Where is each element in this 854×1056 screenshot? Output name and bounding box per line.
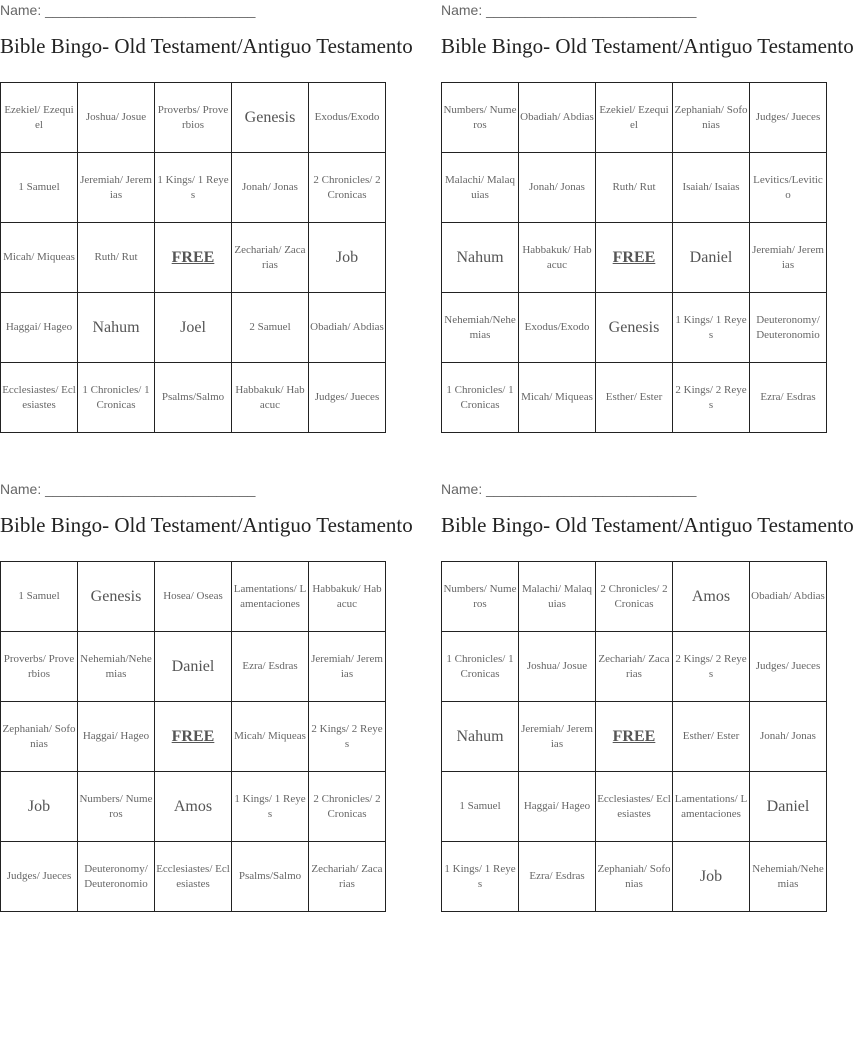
bingo-cell: Ezekiel/ Ezequiel	[596, 83, 673, 153]
bingo-cell: Nehemiah/Nehemias	[750, 842, 827, 912]
bingo-cell: Micah/ Miqueas	[232, 702, 309, 772]
bingo-cell: Esther/ Ester	[596, 363, 673, 433]
bingo-row	[1, 363, 386, 433]
bingo-cell: Nahum	[78, 293, 155, 363]
bingo-cell: Job	[309, 223, 386, 293]
bingo-grid	[441, 561, 827, 912]
bingo-cell: Judges/ Jueces	[750, 83, 827, 153]
bingo-cell: Proverbs/ Proverbios	[155, 83, 232, 153]
bingo-card-1	[0, 0, 413, 433]
bingo-cell: Genesis	[232, 83, 309, 153]
name-line: Name: ___________________________	[0, 2, 256, 18]
name-line: Name: ___________________________	[0, 481, 256, 497]
bingo-cell: Jeremiah/ Jeremias	[309, 632, 386, 702]
card-title: Bible Bingo- Old Testament/Antiguo Testamento	[441, 513, 854, 537]
bingo-row	[442, 772, 827, 842]
bingo-grid	[0, 82, 386, 433]
bingo-cell: Numbers/ Numeros	[78, 772, 155, 842]
bingo-cell: Obadiah/ Abdias	[750, 562, 827, 632]
bingo-cell: Exodus/Exodo	[519, 293, 596, 363]
bingo-cell: Haggai/ Hageo	[519, 772, 596, 842]
bingo-cell: Ecclesiastes/ Eclesiastes	[1, 363, 78, 433]
bingo-cell: Judges/ Jueces	[750, 632, 827, 702]
bingo-cell: 2 Chronicles/ 2Cronicas	[309, 153, 386, 223]
bingo-cell: 1 Samuel	[1, 153, 78, 223]
bingo-cell: Joel	[155, 293, 232, 363]
bingo-cell: Zechariah/ Zacarias	[309, 842, 386, 912]
bingo-cell: Zephaniah/ Sofonias	[1, 702, 78, 772]
bingo-cell: Psalms/Salmo	[232, 842, 309, 912]
bingo-row	[1, 632, 386, 702]
bingo-cell: Haggai/ Hageo	[78, 702, 155, 772]
bingo-row	[442, 842, 827, 912]
bingo-cell: 1 Chronicles/ 1Cronicas	[78, 363, 155, 433]
bingo-cell: Jeremiah/ Jeremias	[519, 702, 596, 772]
bingo-cell: Esther/ Ester	[673, 702, 750, 772]
bingo-cell: Obadiah/ Abdias	[519, 83, 596, 153]
bingo-cell: Daniel	[750, 772, 827, 842]
bingo-cell: Numbers/ Numeros	[442, 83, 519, 153]
bingo-cell: Joshua/ Josue	[519, 632, 596, 702]
bingo-row	[1, 772, 386, 842]
free-space: FREE	[596, 702, 673, 772]
bingo-cell: Proverbs/ Proverbios	[1, 632, 78, 702]
bingo-row	[1, 562, 386, 632]
bingo-cell: Ruth/ Rut	[78, 223, 155, 293]
bingo-cell: 1 Kings/ 1 Reyes	[673, 293, 750, 363]
bingo-row	[442, 293, 827, 363]
bingo-cell: Exodus/Exodo	[309, 83, 386, 153]
bingo-cell: Micah/ Miqueas	[1, 223, 78, 293]
bingo-cell: Nehemiah/Nehemias	[78, 632, 155, 702]
bingo-cell: Levitics/Levitico	[750, 153, 827, 223]
bingo-cell: Jeremiah/ Jeremias	[78, 153, 155, 223]
bingo-cell: Judges/ Jueces	[1, 842, 78, 912]
bingo-cell: Amos	[673, 562, 750, 632]
bingo-cell: Jonah/ Jonas	[750, 702, 827, 772]
bingo-row	[442, 632, 827, 702]
bingo-row	[1, 223, 386, 293]
bingo-cell: Jeremiah/ Jeremias	[750, 223, 827, 293]
bingo-cell: Daniel	[673, 223, 750, 293]
bingo-cell: 1 Kings/ 1 Reyes	[155, 153, 232, 223]
bingo-grid	[441, 82, 827, 433]
bingo-cell: Numbers/ Numeros	[442, 562, 519, 632]
bingo-card-4	[441, 479, 854, 912]
bingo-cell: Habbakuk/ Habacuc	[519, 223, 596, 293]
bingo-cell: Genesis	[78, 562, 155, 632]
bingo-cell: Psalms/Salmo	[155, 363, 232, 433]
bingo-cell: Job	[1, 772, 78, 842]
bingo-cell: Amos	[155, 772, 232, 842]
bingo-cell: 1 Kings/ 1 Reyes	[442, 842, 519, 912]
bingo-cell: Malachi/ Malaquias	[442, 153, 519, 223]
bingo-cell: Micah/ Miqueas	[519, 363, 596, 433]
bingo-cell: Ecclesiastes/ Eclesiastes	[596, 772, 673, 842]
bingo-cell: Job	[673, 842, 750, 912]
bingo-row	[442, 702, 827, 772]
bingo-cell: Zechariah/ Zacarias	[596, 632, 673, 702]
bingo-cell: Nehemiah/Nehemias	[442, 293, 519, 363]
bingo-cell: Nahum	[442, 223, 519, 293]
bingo-cell: Deuteronomy/ Deuteronomio	[78, 842, 155, 912]
bingo-cell: Habbakuk/ Habacuc	[309, 562, 386, 632]
bingo-cell: Zechariah/ Zacarias	[232, 223, 309, 293]
bingo-cell: 1 Samuel	[442, 772, 519, 842]
bingo-row	[1, 842, 386, 912]
name-line: Name: ___________________________	[441, 481, 697, 497]
bingo-cell: Malachi/ Malaquias	[519, 562, 596, 632]
bingo-row	[1, 293, 386, 363]
bingo-cell: 1 Samuel	[1, 562, 78, 632]
bingo-row	[442, 83, 827, 153]
bingo-cell: Judges/ Jueces	[309, 363, 386, 433]
bingo-row	[1, 702, 386, 772]
bingo-cell: Ezekiel/ Ezequiel	[1, 83, 78, 153]
bingo-cell: 1 Kings/ 1 Reyes	[232, 772, 309, 842]
bingo-cell: Jonah/ Jonas	[232, 153, 309, 223]
free-space: FREE	[155, 223, 232, 293]
bingo-card-2	[441, 0, 854, 433]
bingo-cell: Ruth/ Rut	[596, 153, 673, 223]
bingo-cell: Joshua/ Josue	[78, 83, 155, 153]
bingo-cell: Ezra/ Esdras	[519, 842, 596, 912]
card-title: Bible Bingo- Old Testament/Antiguo Testamento	[0, 513, 413, 537]
bingo-cell: Daniel	[155, 632, 232, 702]
bingo-grid	[0, 561, 386, 912]
bingo-cell: Habbakuk/ Habacuc	[232, 363, 309, 433]
bingo-cell: Lamentations/ Lamentaciones	[232, 562, 309, 632]
bingo-cell: 2 Kings/ 2 Reyes	[673, 363, 750, 433]
bingo-cell: Deuteronomy/ Deuteronomio	[750, 293, 827, 363]
bingo-cell: Genesis	[596, 293, 673, 363]
bingo-cell: Jonah/ Jonas	[519, 153, 596, 223]
bingo-cell: Nahum	[442, 702, 519, 772]
bingo-cell: Haggai/ Hageo	[1, 293, 78, 363]
bingo-row	[442, 562, 827, 632]
bingo-cell: 1 Chronicles/ 1Cronicas	[442, 632, 519, 702]
bingo-row	[1, 83, 386, 153]
bingo-row	[442, 223, 827, 293]
free-space: FREE	[155, 702, 232, 772]
bingo-cell: 2 Kings/ 2 Reyes	[309, 702, 386, 772]
bingo-cell: 1 Chronicles/ 1Cronicas	[442, 363, 519, 433]
bingo-cell: Zephaniah/ Sofonias	[673, 83, 750, 153]
free-space: FREE	[596, 223, 673, 293]
bingo-cell: 2 Samuel	[232, 293, 309, 363]
bingo-row	[1, 153, 386, 223]
bingo-card-3	[0, 479, 413, 912]
bingo-cell: 2 Chronicles/ 2Cronicas	[309, 772, 386, 842]
bingo-cell: Ecclesiastes/ Eclesiastes	[155, 842, 232, 912]
bingo-cell: Hosea/ Oseas	[155, 562, 232, 632]
bingo-row	[442, 153, 827, 223]
bingo-cell: Ezra/ Esdras	[232, 632, 309, 702]
bingo-row	[442, 363, 827, 433]
bingo-cell: 2 Kings/ 2 Reyes	[673, 632, 750, 702]
bingo-cell: Lamentations/ Lamentaciones	[673, 772, 750, 842]
name-line: Name: ___________________________	[441, 2, 697, 18]
bingo-cell: 2 Chronicles/ 2Cronicas	[596, 562, 673, 632]
card-title: Bible Bingo- Old Testament/Antiguo Testamento	[441, 34, 854, 58]
bingo-cell: Zephaniah/ Sofonias	[596, 842, 673, 912]
bingo-cell: Obadiah/ Abdias	[309, 293, 386, 363]
bingo-cell: Ezra/ Esdras	[750, 363, 827, 433]
bingo-cell: Isaiah/ Isaias	[673, 153, 750, 223]
card-title: Bible Bingo- Old Testament/Antiguo Testamento	[0, 34, 413, 58]
